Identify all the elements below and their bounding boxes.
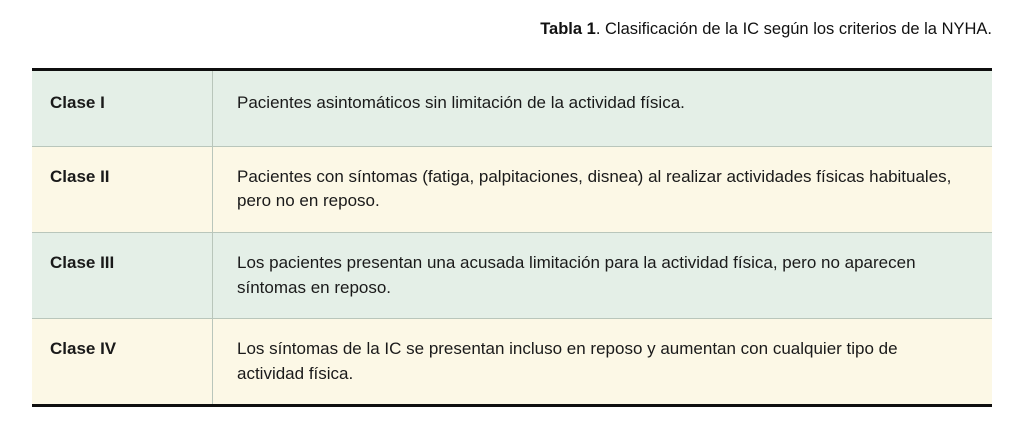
class-description: Pacientes asintomáticos sin limitación de la actividad física. (237, 93, 685, 112)
nyha-table-wrapper (32, 68, 992, 407)
table-cell-description (213, 319, 993, 406)
class-label: Clase I (50, 93, 105, 112)
table-row (32, 232, 992, 318)
table-caption-label: Tabla 1 (540, 20, 596, 38)
table-cell-description (213, 70, 993, 147)
class-description: Pacientes con síntomas (fatiga, palpitaciones, disnea) al realizar actividades físicas habituales, pero no en reposo. (237, 166, 952, 211)
class-description: Los pacientes presentan una acusada limitación para la actividad física, pero no aparecen síntomas en reposo. (237, 252, 916, 297)
table-caption (540, 20, 992, 40)
table-cell-class (32, 232, 213, 318)
table-row (32, 319, 992, 406)
table-cell-class (32, 146, 213, 232)
class-label: Clase IV (50, 339, 117, 359)
table-cell-description (213, 232, 993, 318)
table-cell-class (32, 70, 213, 147)
class-description: Los síntomas de la IC se presentan incluso en reposo y aumentan con cualquier tipo de actividad física. (237, 339, 898, 383)
table-row (32, 70, 992, 147)
table-caption-text: . Clasificación de la IC según los criterios de la NYHA. (595, 20, 992, 38)
table-cell-description (213, 146, 993, 232)
class-label: Clase II (50, 166, 110, 186)
class-label: Clase III (50, 252, 115, 272)
nyha-classification-table (32, 68, 992, 407)
table-row (32, 146, 992, 232)
table-cell-class (32, 319, 213, 406)
